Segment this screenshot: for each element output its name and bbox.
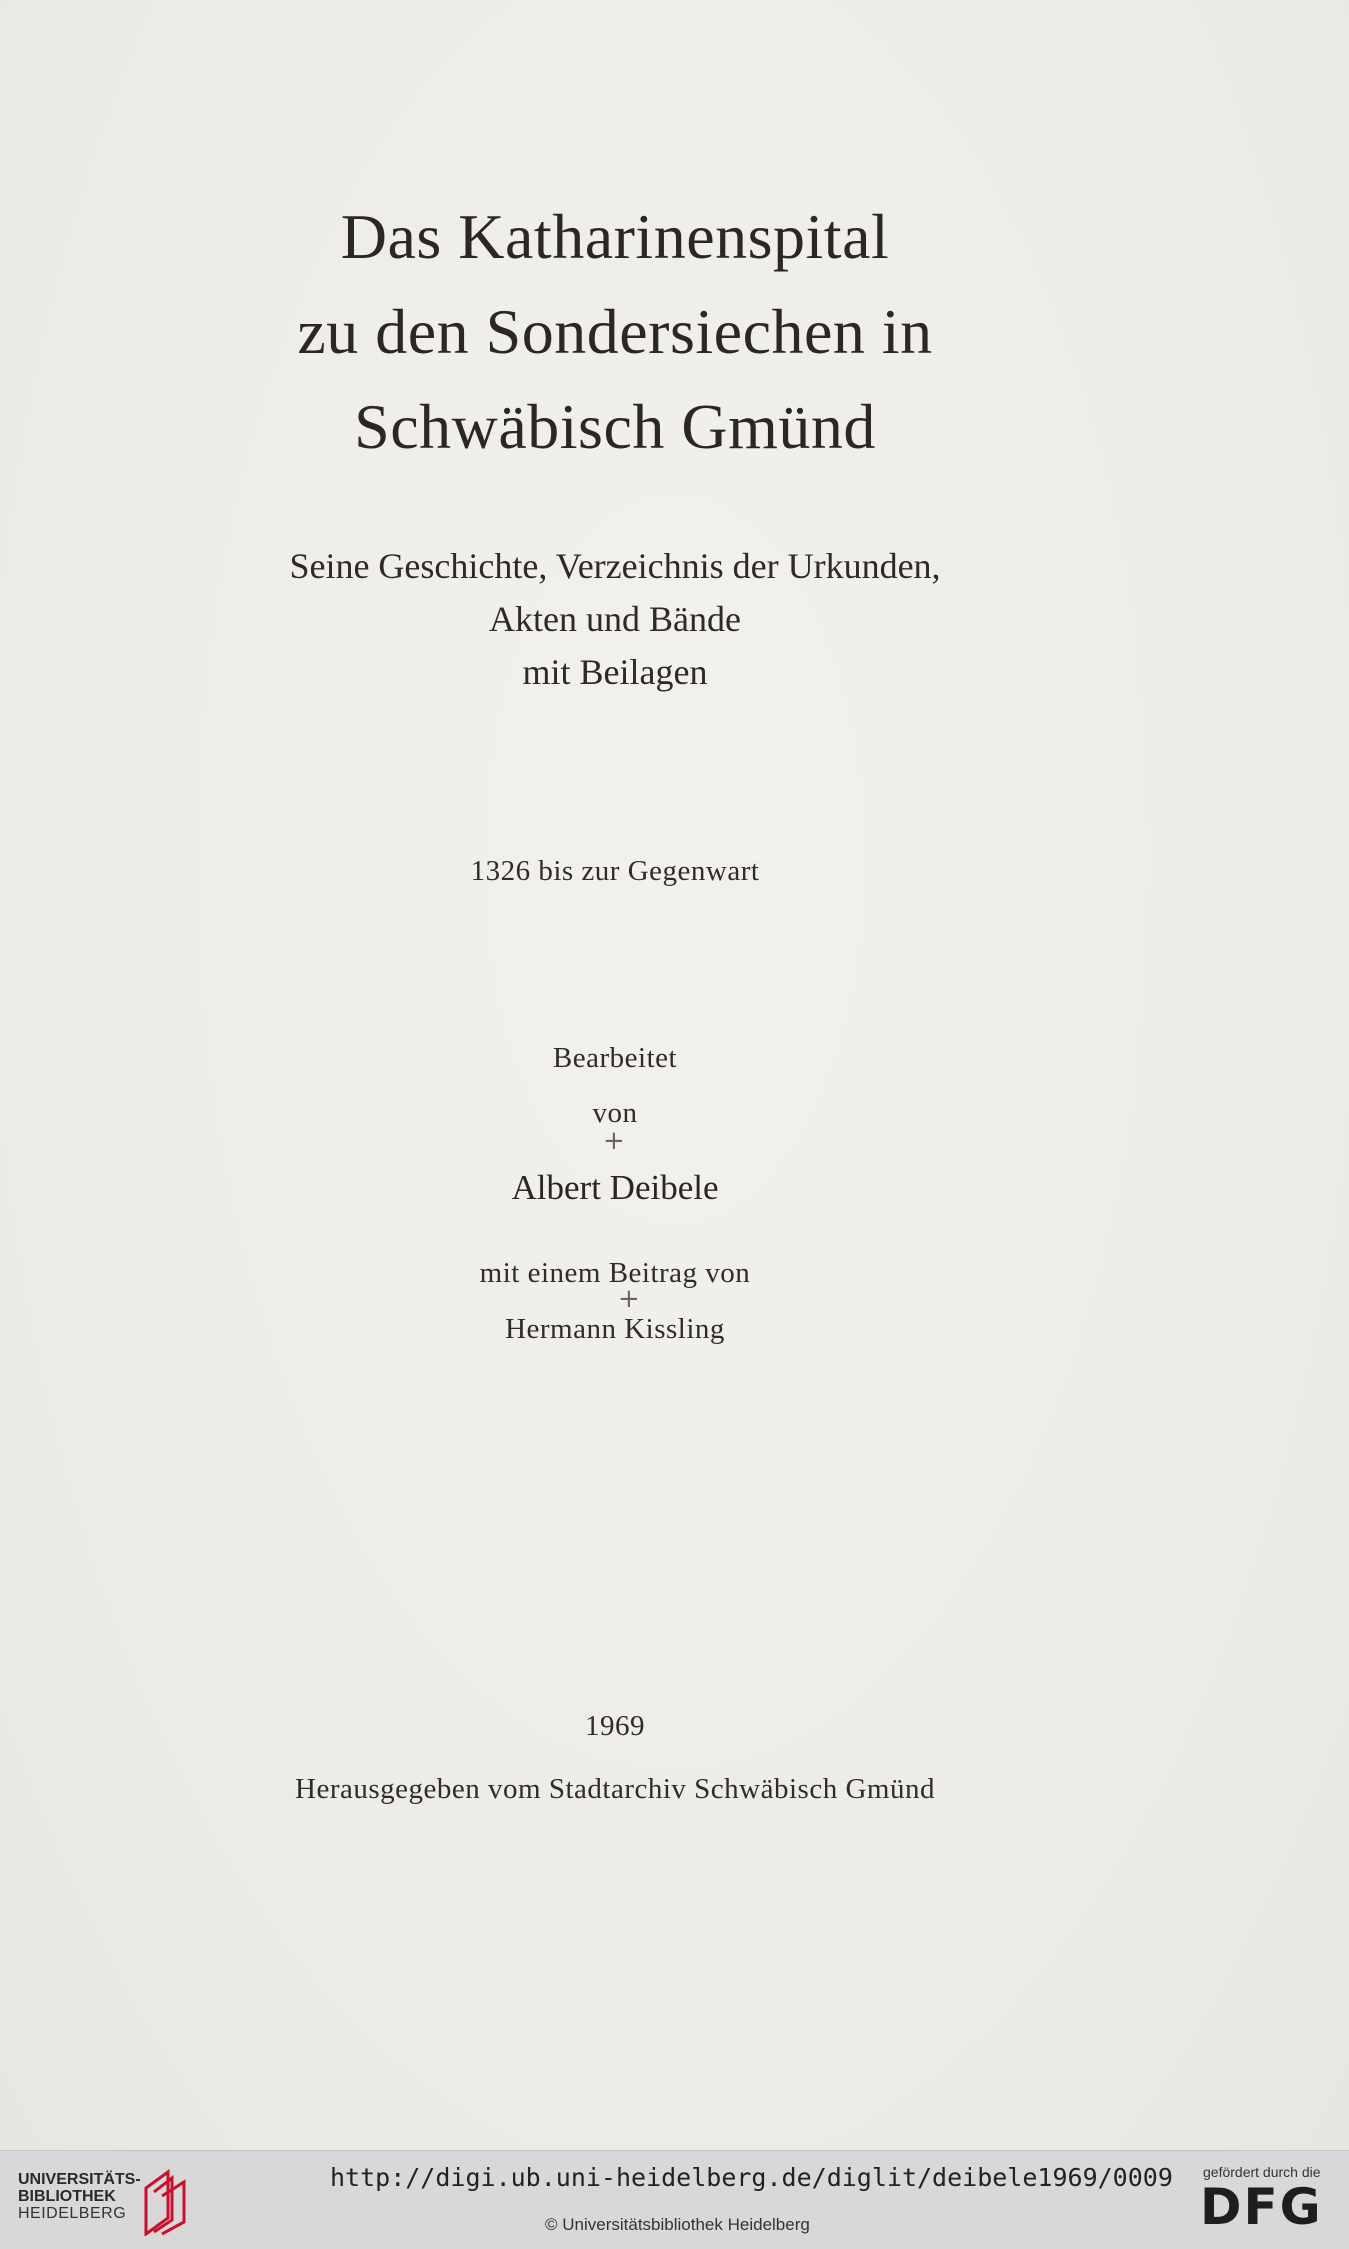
library-logo-icon	[142, 2164, 188, 2236]
contributor-name: Hermann Kissling	[505, 1313, 725, 1345]
pencil-cross-mark: +	[603, 1126, 625, 1156]
title-line-3: Schwäbisch Gmünd	[354, 391, 876, 462]
copyright-notice: © Universitätsbibliothek Heidelberg	[545, 2215, 810, 2234]
by-label: von	[592, 1097, 638, 1129]
funding-label: gefördert durch die	[1203, 2164, 1321, 2180]
publication-year: 1969	[585, 1710, 645, 1742]
library-line-2: BIBLIOTHEK	[18, 2188, 116, 2205]
title-line-2: zu den Sondersiechen in	[297, 296, 933, 367]
library-line-3: HEIDELBERG	[18, 2205, 127, 2222]
publisher: Herausgegeben vom Stadtarchiv Schwäbisch Gmünd	[295, 1773, 935, 1805]
pencil-cross-mark: +	[618, 1284, 640, 1314]
title-line-1: Das Katharinenspital	[340, 201, 890, 272]
period: 1326 bis zur Gegenwart	[470, 855, 760, 887]
permalink-url[interactable]: http://digi.ub.uni-heidelberg.de/diglit/deibele1969/0009	[330, 2163, 1173, 2192]
contribution-label: mit einem Beitrag von	[479, 1257, 751, 1289]
edited-label: Bearbeitet	[552, 1042, 678, 1074]
library-line-1: UNIVERSITÄTS-	[18, 2171, 141, 2188]
dfg-logo: DFG	[1200, 2178, 1323, 2236]
library-name	[18, 2171, 141, 2222]
subtitle-line-3: mit Beilagen	[522, 652, 708, 692]
author-name: Albert Deibele	[511, 1168, 719, 1207]
subtitle-line-1: Seine Geschichte, Verzeichnis der Urkunden,	[289, 546, 941, 586]
subtitle-line-2: Akten und Bände	[489, 599, 741, 639]
